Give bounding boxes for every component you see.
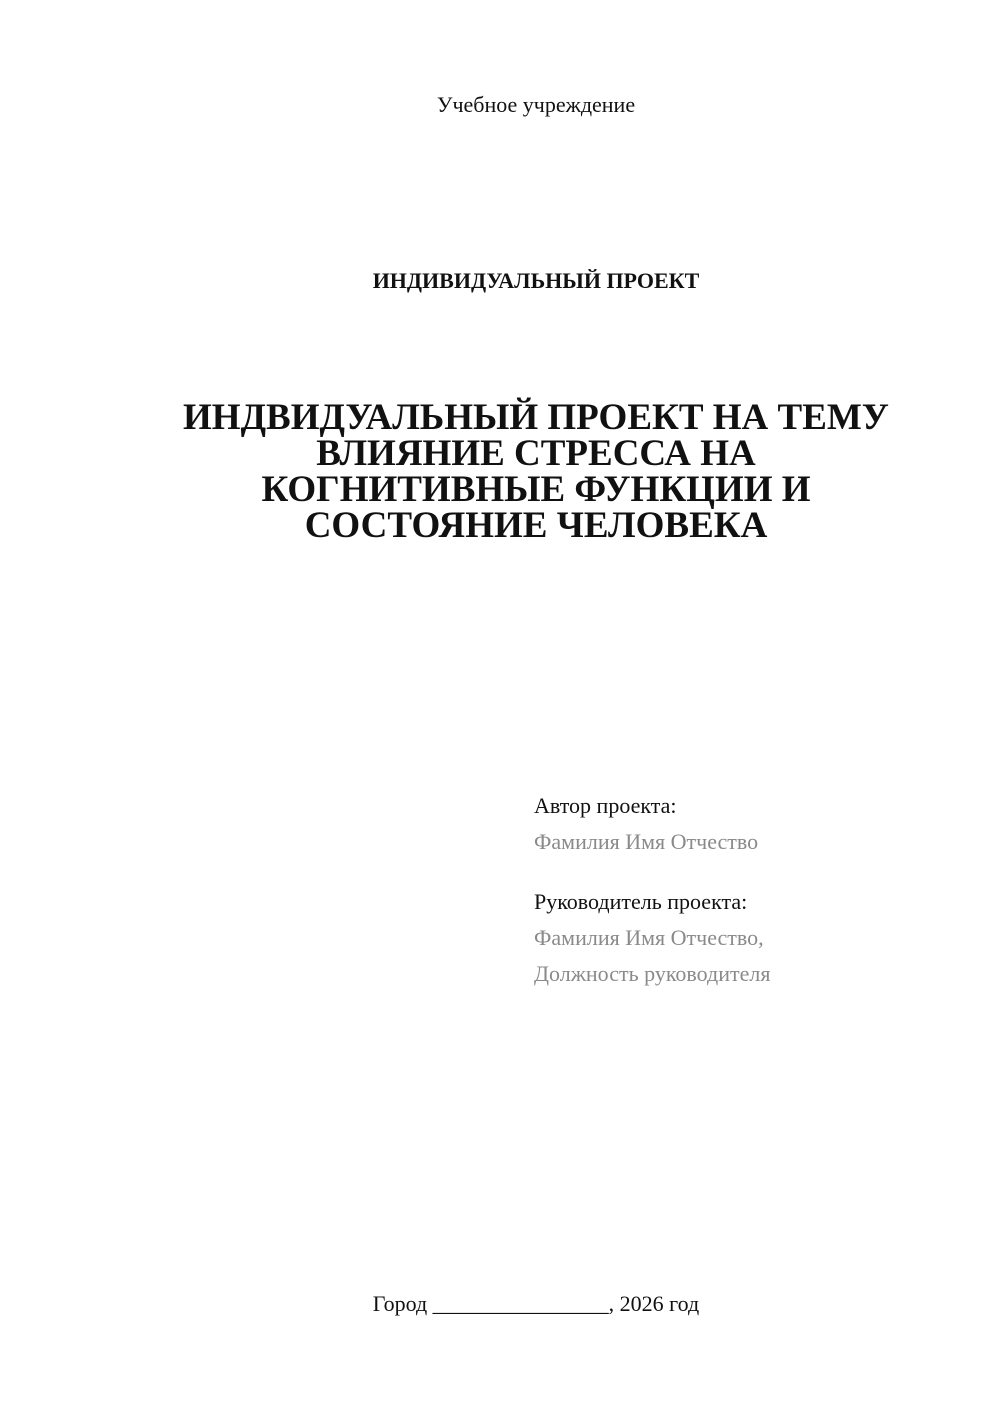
supervisor-name: Фамилия Имя Отчество, [534, 925, 764, 950]
project-title-line: ИНДВИДУАЛЬНЫЙ ПРОЕКТ НА ТЕМУ [183, 397, 889, 438]
author-name: Фамилия Имя Отчество [534, 829, 759, 854]
document-type-heading: ИНДИВИДУАЛЬНЫЙ ПРОЕКТ [372, 268, 700, 293]
roles-spacer [534, 860, 974, 884]
project-roles-block [534, 788, 974, 992]
city-year-footer: Город ________________, 2026 год [372, 1291, 700, 1316]
project-title [120, 397, 952, 546]
project-title-line: КОГНИТИВНЫЕ ФУНКЦИИ И [261, 469, 811, 510]
institution-name: Учебное учреждение [436, 92, 636, 117]
author-label: Автор проекта: [534, 793, 677, 818]
supervisor-position: Должность руководителя [534, 961, 771, 986]
project-title-line: ВЛИЯНИЕ СТРЕССА НА [316, 433, 756, 474]
project-title-line: СОСТОЯНИЕ ЧЕЛОВЕКА [304, 505, 768, 546]
supervisor-label: Руководитель проекта: [534, 889, 748, 914]
